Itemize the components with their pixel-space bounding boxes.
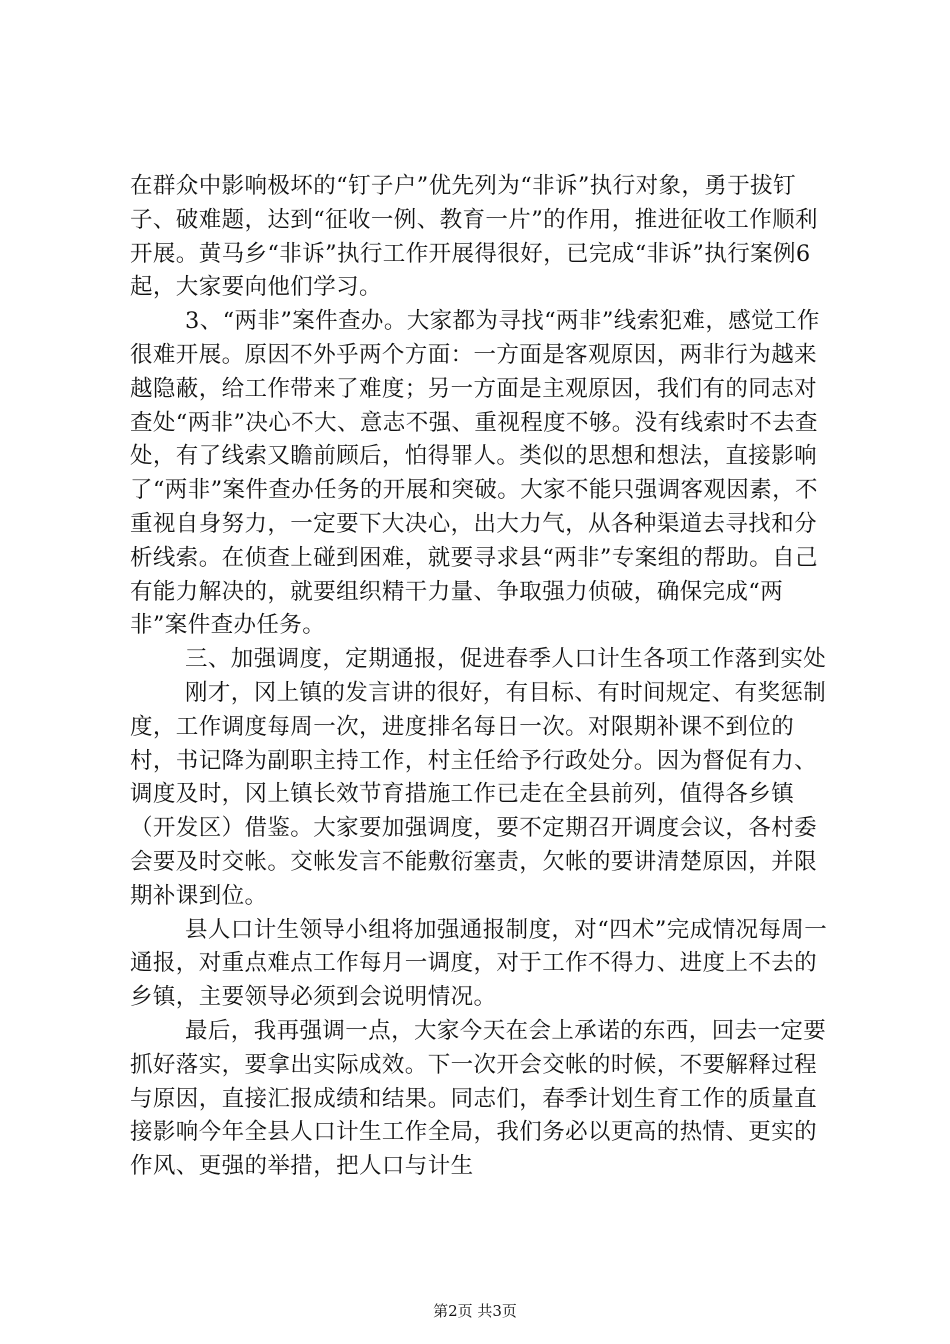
paragraph: 在群众中影响极坏的“钉子户”优先列为“非诉”执行对象，勇于拔钉子、破难题，达到“征收一例、教育一片”的作用，推进征收工作顺利开展。黄马乡“非诉”执行工作开展得很好，已完成“非诉”执行案例6起，大家要向他们学习。 — [130, 173, 818, 301]
page-number-footer: 第2页 共3页 — [433, 1302, 517, 1320]
paragraph: 最后，我再强调一点，大家今天在会上承诺的东西，回去一定要抓好落实，要拿出实际成效。下一次开会交帐的时候，不要解释过程与原因，直接汇报成绩和结果。同志们，春季计划生育工作的质量直接影响今年全县人口计生工作全局，我们务必以更高的热情、更实的作风、更强的举措，把人口与计生 — [130, 1017, 827, 1180]
paragraph: 刚才，冈上镇的发言讲的很好，有目标、有时间规定、有奖惩制度，工作调度每周一次，进度排名每日一次。对限期补课不到位的村，书记降为副职主持工作，村主任给予行政处分。因为督促有力、调度及时，冈上镇长效节育措施工作已走在全县前列，值得各乡镇（开发区）借鉴。大家要加强调度，要不定期召开调度会议，各村委会要及时交帐。交帐发言不能敷衍塞责，欠帐的要讲清楚原因，并限期补课到位。 — [130, 679, 827, 909]
paragraph: 县人口计生领导小组将加强通报制度，对“四术”完成情况每周一通报，对重点难点工作每月一调度，对于工作不得力、进度上不去的乡镇，主要领导必须到会说明情况。 — [130, 916, 828, 1011]
document-body — [130, 170, 830, 1184]
paragraph: 3、“两非”案件查办。大家都为寻找“两非”线索犯难，感觉工作很难开展。原因不外乎两个方面：一方面是客观原因，两非行为越来越隐蔽，给工作带来了难度；另一方面是主观原因，我们有的同志对查处“两非”决心不大、意志不强、重视程度不够。没有线索时不去查处，有了线索又瞻前顾后，怕得罪人。类似的思想和想法，直接影响了“两非”案件查办任务的开展和突破。大家不能只强调客观因素，不重视自身努力，一定要下大决心，出大力气，从各种渠道去寻找和分析线索。在侦查上碰到困难，就要寻求县“两非”专案组的帮助。自己有能力解决的，就要组织精干力量、争取强力侦破，确保完成“两非”案件查办任务。 — [130, 308, 820, 639]
section-heading: 三、加强调度，定期通报，促进春季人口计生各项工作落到实处 — [185, 646, 827, 673]
